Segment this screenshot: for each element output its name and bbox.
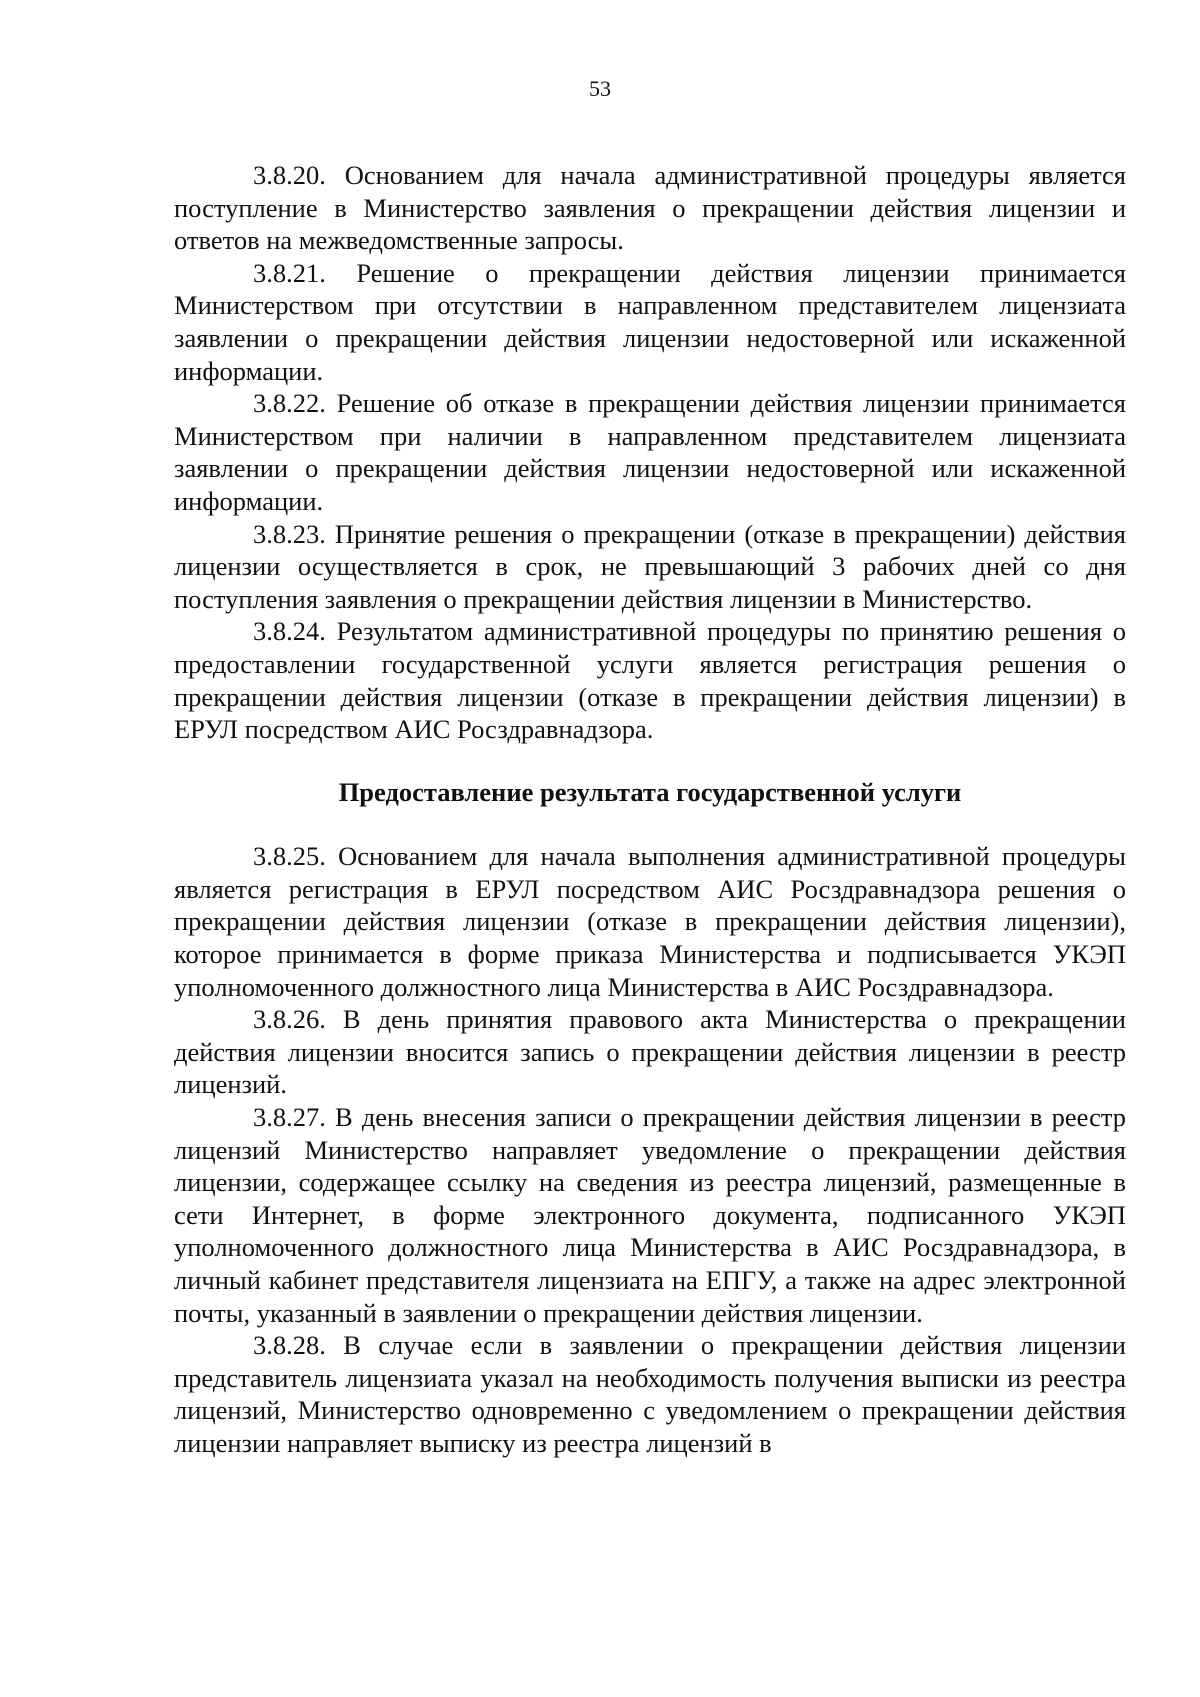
page-number: 53	[589, 76, 611, 101]
document-body	[174, 159, 1126, 1460]
paragraph-3-8-25: 3.8.25. Основанием для начала выполнения административной процедуры является регистрация в ЕРУЛ посредством АИС Росздравнадзора решения о прекращении действия лицензии (отказе в прекращении действия лицензии), которое принимается в форме приказа Министерства и подписывается УКЭП уполномоченного должностного лица Министерства в АИС Росздравнадзора.	[174, 841, 1126, 1002]
paragraph-3-8-27: 3.8.27. В день внесения записи о прекращении действия лицензии в реестр лицензий Министерство направляет уведомление о прекращении действия лицензии, содержащее ссылку на сведения из реестра лицензий, размещенные в сети Интернет, в форме электронного документа, подписанного УКЭП уполномоченного должностного лица Министерства в АИС Росздравнадзора, в личный кабинет представителя лицензиата на ЕПГУ, а также на адрес электронной почты, указанный в заявлении о прекращении действия лицензии.	[174, 1102, 1126, 1328]
paragraph-3-8-28: 3.8.28. В случае если в заявлении о прекращении действия лицензии представитель лицензиата указал на необходимость получения выписки из реестра лицензий, Министерство одновременно с уведомлением о прекращении действия лицензии направляет выписку из реестра лицензий в	[174, 1330, 1126, 1458]
section-heading: Предоставление результата государственной услуги	[338, 776, 962, 807]
paragraph-3-8-21: 3.8.21. Решение о прекращении действия лицензии принимается Министерством при отсутствии в направленном представителем лицензиата заявлении о прекращении действия лицензии недостоверной или искаженной информации.	[174, 257, 1126, 386]
paragraph-3-8-20: 3.8.20. Основанием для начала административной процедуры является поступление в Министерство заявления о прекращении действия лицензии и ответов на межведомственные запросы.	[174, 160, 1126, 256]
paragraph-3-8-23: 3.8.23. Принятие решения о прекращении (отказе в прекращении) действия лицензии осуществляется в срок, не превышающий 3 рабочих дней со дня поступления заявления о прекращении действия лицензии в Министерство.	[174, 518, 1126, 614]
paragraph-3-8-22: 3.8.22. Решение об отказе в прекращении действия лицензии принимается Министерством при наличии в направленном представителем лицензиата заявлении о прекращении действия лицензии недостоверной или искаженной информации.	[174, 388, 1126, 516]
paragraph-3-8-24: 3.8.24. Результатом административной процедуры по принятию решения о предоставлении государственной услуги является регистрация решения о прекращении действия лицензии (отказе в прекращении действия лицензии) в ЕРУЛ посредством АИС Росздравнадзора.	[174, 616, 1126, 745]
paragraph-3-8-26: 3.8.26. В день принятия правового акта Министерства о прекращении действия лицензии вносится запись о прекращении действия лицензии в реестр лицензий.	[174, 1004, 1126, 1100]
